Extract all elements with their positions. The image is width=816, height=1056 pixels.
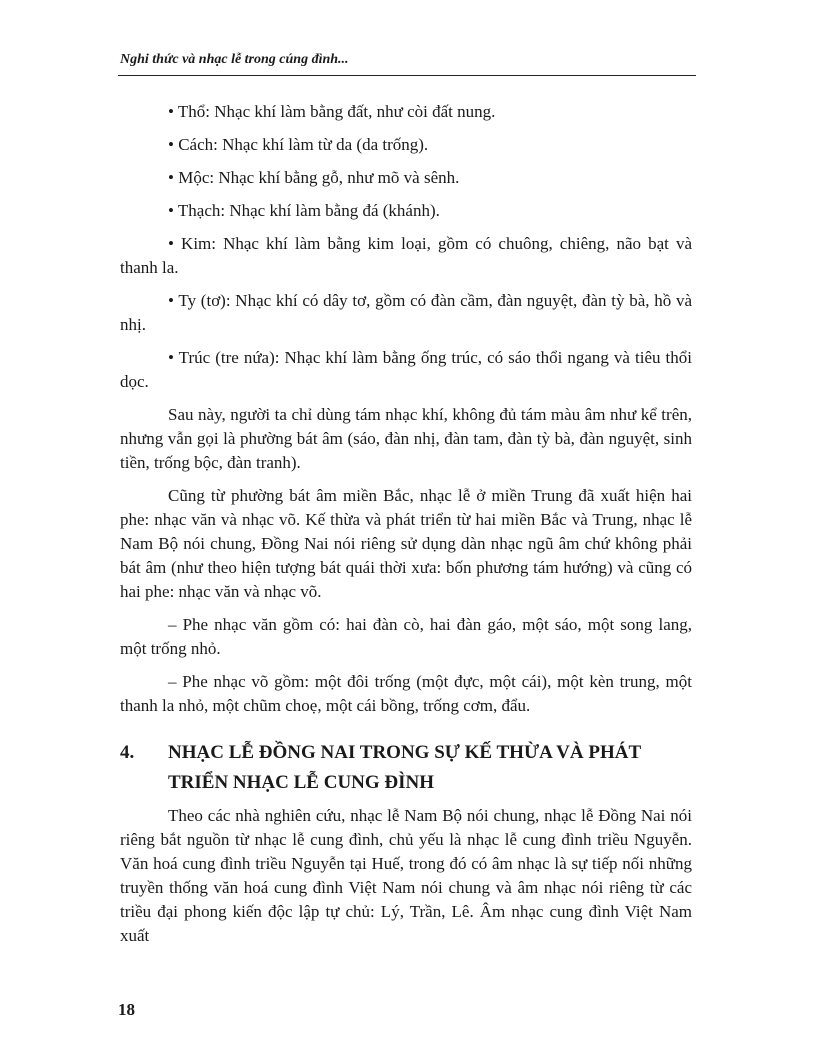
running-head: Nghi thức và nhạc lễ trong cúng đình...	[120, 52, 349, 67]
page-body	[120, 100, 692, 957]
body-paragraph: Sau này, người ta chỉ dùng tám nhạc khí, không đủ tám màu âm như kể trên, nhưng vẫn gọi là phường bát âm (sáo, đàn nhị, đàn tam, đàn tỳ bà, đàn nguyệt, sinh tiền, trống bộc, đàn tranh).	[120, 405, 692, 472]
section-number: 4.	[120, 742, 135, 763]
section-title: NHẠC LỄ ĐỒNG NAI TRONG SỰ KẾ THỪA VÀ PHÁT TRIỂN NHẠC LỄ CUNG ĐÌNH	[168, 742, 641, 793]
bullet-paragraph-tho: • Thổ: Nhạc khí làm bằng đất, như còi đất nung.	[168, 102, 496, 121]
body-paragraph: Theo các nhà nghiên cứu, nhạc lễ Nam Bộ nói chung, nhạc lễ Đồng Nai nói riêng bắt nguồn từ nhạc lễ cung đình, chủ yếu là nhạc lễ cung đình triều Nguyễn. Văn hoá cung đình triều Nguyễn tại Huế, trong đó có âm nhạc là sự tiếp nối những truyền thống văn hoá cung đình Việt Nam nói chung và âm nhạc nói riêng từ các triều đại phong kiến độc lập tự chủ: Lý, Trần, Lê. Âm nhạc cung đình Việt Nam xuất	[120, 806, 692, 945]
bullet-paragraph-cach: • Cách: Nhạc khí làm từ da (da trống).	[168, 135, 429, 154]
bullet-paragraph-thach: • Thạch: Nhạc khí làm bằng đá (khánh).	[168, 201, 440, 220]
body-paragraph: Cũng từ phường bát âm miền Bắc, nhạc lễ ở miền Trung đã xuất hiện hai phe: nhạc văn và nhạc võ. Kế thừa và phát triển từ hai miền Bắc và Trung, nhạc lễ Nam Bộ nói chung, Đồng Nai nói riêng sử dụng dàn nhạc ngũ âm chứ không phải bát âm (như theo hiện tượng bát quái thời xưa: bốn phương tám hướng) và cũng có hai phe: nhạc văn và nhạc võ.	[120, 486, 692, 601]
bullet-paragraph-kim: • Kim: Nhạc khí làm bằng kim loại, gồm có chuông, chiêng, não bạt và thanh la.	[120, 234, 692, 277]
dash-paragraph-nhac-vo: – Phe nhạc võ gồm: một đôi trống (một đực, một cái), một kèn trung, một thanh la nhỏ, một chũm choẹ, một cái bồng, trống cơm, đẩu.	[120, 672, 692, 715]
header-rule	[118, 75, 696, 76]
bullet-paragraph-ty: • Ty (tơ): Nhạc khí có dây tơ, gồm có đàn cầm, đàn nguyệt, đàn tỳ bà, hồ và nhị.	[120, 291, 692, 334]
page-number: 18	[118, 1000, 135, 1019]
section-heading	[120, 738, 692, 798]
bullet-paragraph-moc: • Mộc: Nhạc khí bằng gỗ, như mõ và sênh.	[168, 168, 460, 187]
bullet-paragraph-truc: • Trúc (tre nứa): Nhạc khí làm bằng ống trúc, có sáo thổi ngang và tiêu thổi dọc.	[120, 348, 692, 391]
dash-paragraph-nhac-van: – Phe nhạc văn gồm có: hai đàn cò, hai đàn gáo, một sáo, một song lang, một trống nhỏ.	[120, 615, 692, 658]
